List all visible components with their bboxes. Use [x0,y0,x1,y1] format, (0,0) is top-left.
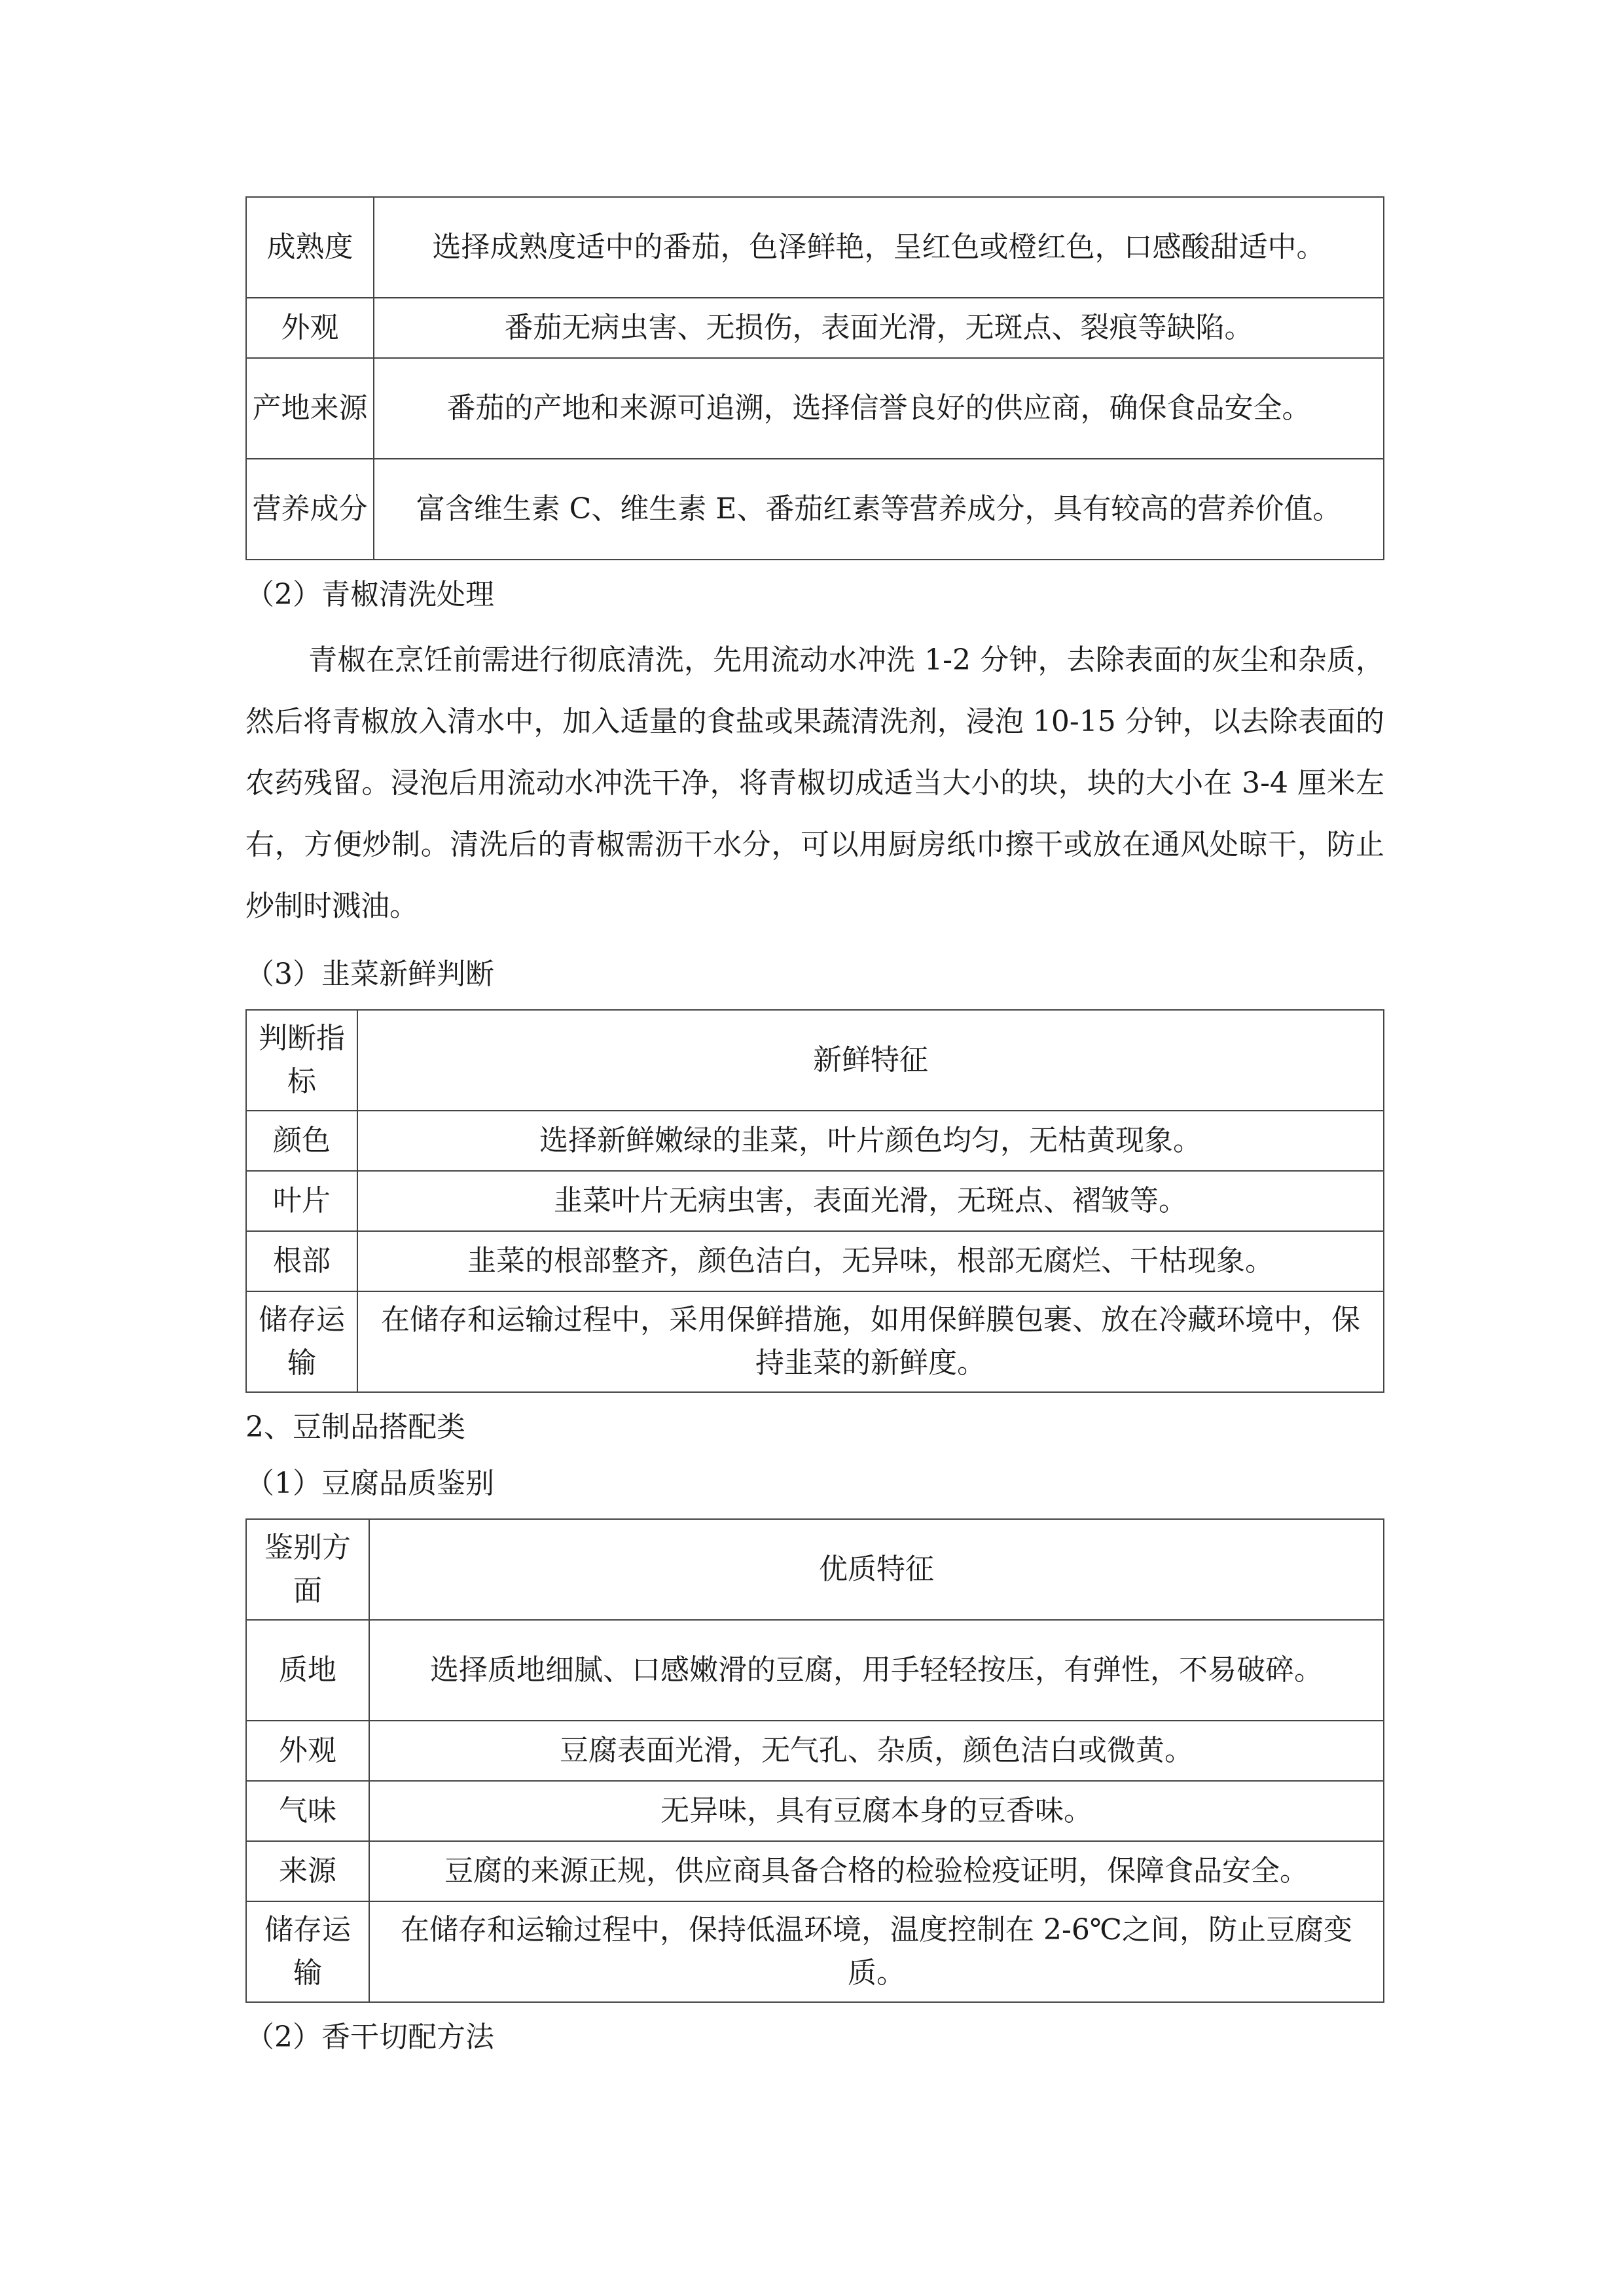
row-description: 番茄无病虫害、无损伤，表面光滑，无斑点、裂痕等缺陷。 [374,298,1384,358]
document-page [245,196,1384,2072]
row-label: 储存运输 [246,1291,357,1392]
row-description: 在储存和运输过程中，保持低温环境，温度控制在 2-6℃之间，防止豆腐变质。 [369,1901,1384,2002]
table-row [246,1231,1384,1291]
table-header-row [246,1010,1384,1111]
table-header-row [246,1519,1384,1620]
row-label: 成熟度 [246,197,374,298]
row-label: 来源 [246,1841,369,1901]
row-label: 根部 [246,1231,357,1291]
row-label: 气味 [246,1781,369,1841]
table-row [246,1291,1384,1392]
pepper-paragraph: 青椒在烹饪前需进行彻底清洗，先用流动水冲洗 1-2 分钟，去除表面的灰尘和杂质，然后将青椒放入清水中，加入适量的食盐或果蔬清洗剂，浸泡 10-15 分钟，以去除表面的农药残留。浸泡后用流动水冲洗干净，将青椒切成适当大小的块，块的大小在 3-4 厘米左右，方便炒制。清洗后的青椒需沥干水分，可以用厨房纸巾擦干或放在通风处晾干，防止炒制时溅油。 [245,643,1384,923]
row-description: 豆腐的来源正规，供应商具备合格的检验检疫证明，保障食品安全。 [369,1841,1384,1901]
section-heading-tofu: （1）豆腐品质鉴别 [245,1467,494,1500]
row-label: 储存运输 [246,1901,369,2002]
tomato-quality-table [245,196,1384,560]
row-description: 在储存和运输过程中，采用保鲜措施，如用保鲜膜包裹、放在冷藏环境中，保持韭菜的新鲜度。 [357,1291,1384,1392]
header-description: 新鲜特征 [357,1010,1384,1111]
table-row [246,197,1384,298]
row-description: 韭菜叶片无病虫害，表面光滑，无斑点、褶皱等。 [357,1171,1384,1231]
row-label: 质地 [246,1620,369,1721]
row-label: 颜色 [246,1111,357,1171]
row-label: 外观 [246,298,374,358]
row-label: 外观 [246,1721,369,1781]
table-row [246,1171,1384,1231]
table-row [246,1721,1384,1781]
header-label: 判断指标 [246,1010,357,1111]
table-row [246,1781,1384,1841]
header-description: 优质特征 [369,1519,1384,1620]
table-row [246,459,1384,560]
row-description: 番茄的产地和来源可追溯，选择信誉良好的供应商，确保食品安全。 [374,358,1384,459]
row-description: 选择新鲜嫩绿的韭菜，叶片颜色均匀，无枯黄现象。 [357,1111,1384,1171]
row-label: 叶片 [246,1171,357,1231]
section-heading-bean-products: 2、豆制品搭配类 [245,1410,465,1444]
row-description: 豆腐表面光滑，无气孔、杂质，颜色洁白或微黄。 [369,1721,1384,1781]
leek-freshness-table [245,1009,1384,1393]
section-heading-dried-tofu: （2）香干切配方法 [245,2020,494,2054]
header-label: 鉴别方面 [246,1519,369,1620]
row-description: 韭菜的根部整齐，颜色洁白，无异味，根部无腐烂、干枯现象。 [357,1231,1384,1291]
tofu-quality-table [245,1518,1384,2003]
section-heading-pepper: （2）青椒清洗处理 [245,578,494,611]
table-row [246,1841,1384,1901]
row-description: 选择质地细腻、口感嫩滑的豆腐，用手轻轻按压，有弹性，不易破碎。 [369,1620,1384,1721]
table-row [246,298,1384,358]
row-description: 富含维生素 C、维生素 E、番茄红素等营养成分，具有较高的营养价值。 [374,459,1384,560]
row-label: 产地来源 [246,358,374,459]
table-row [246,1620,1384,1721]
row-description: 无异味，具有豆腐本身的豆香味。 [369,1781,1384,1841]
section-heading-leek: （3）韭菜新鲜判断 [245,958,494,991]
table-row [246,358,1384,459]
row-label: 营养成分 [246,459,374,560]
table-row [246,1111,1384,1171]
row-description: 选择成熟度适中的番茄，色泽鲜艳，呈红色或橙红色，口感酸甜适中。 [374,197,1384,298]
table-row [246,1901,1384,2002]
